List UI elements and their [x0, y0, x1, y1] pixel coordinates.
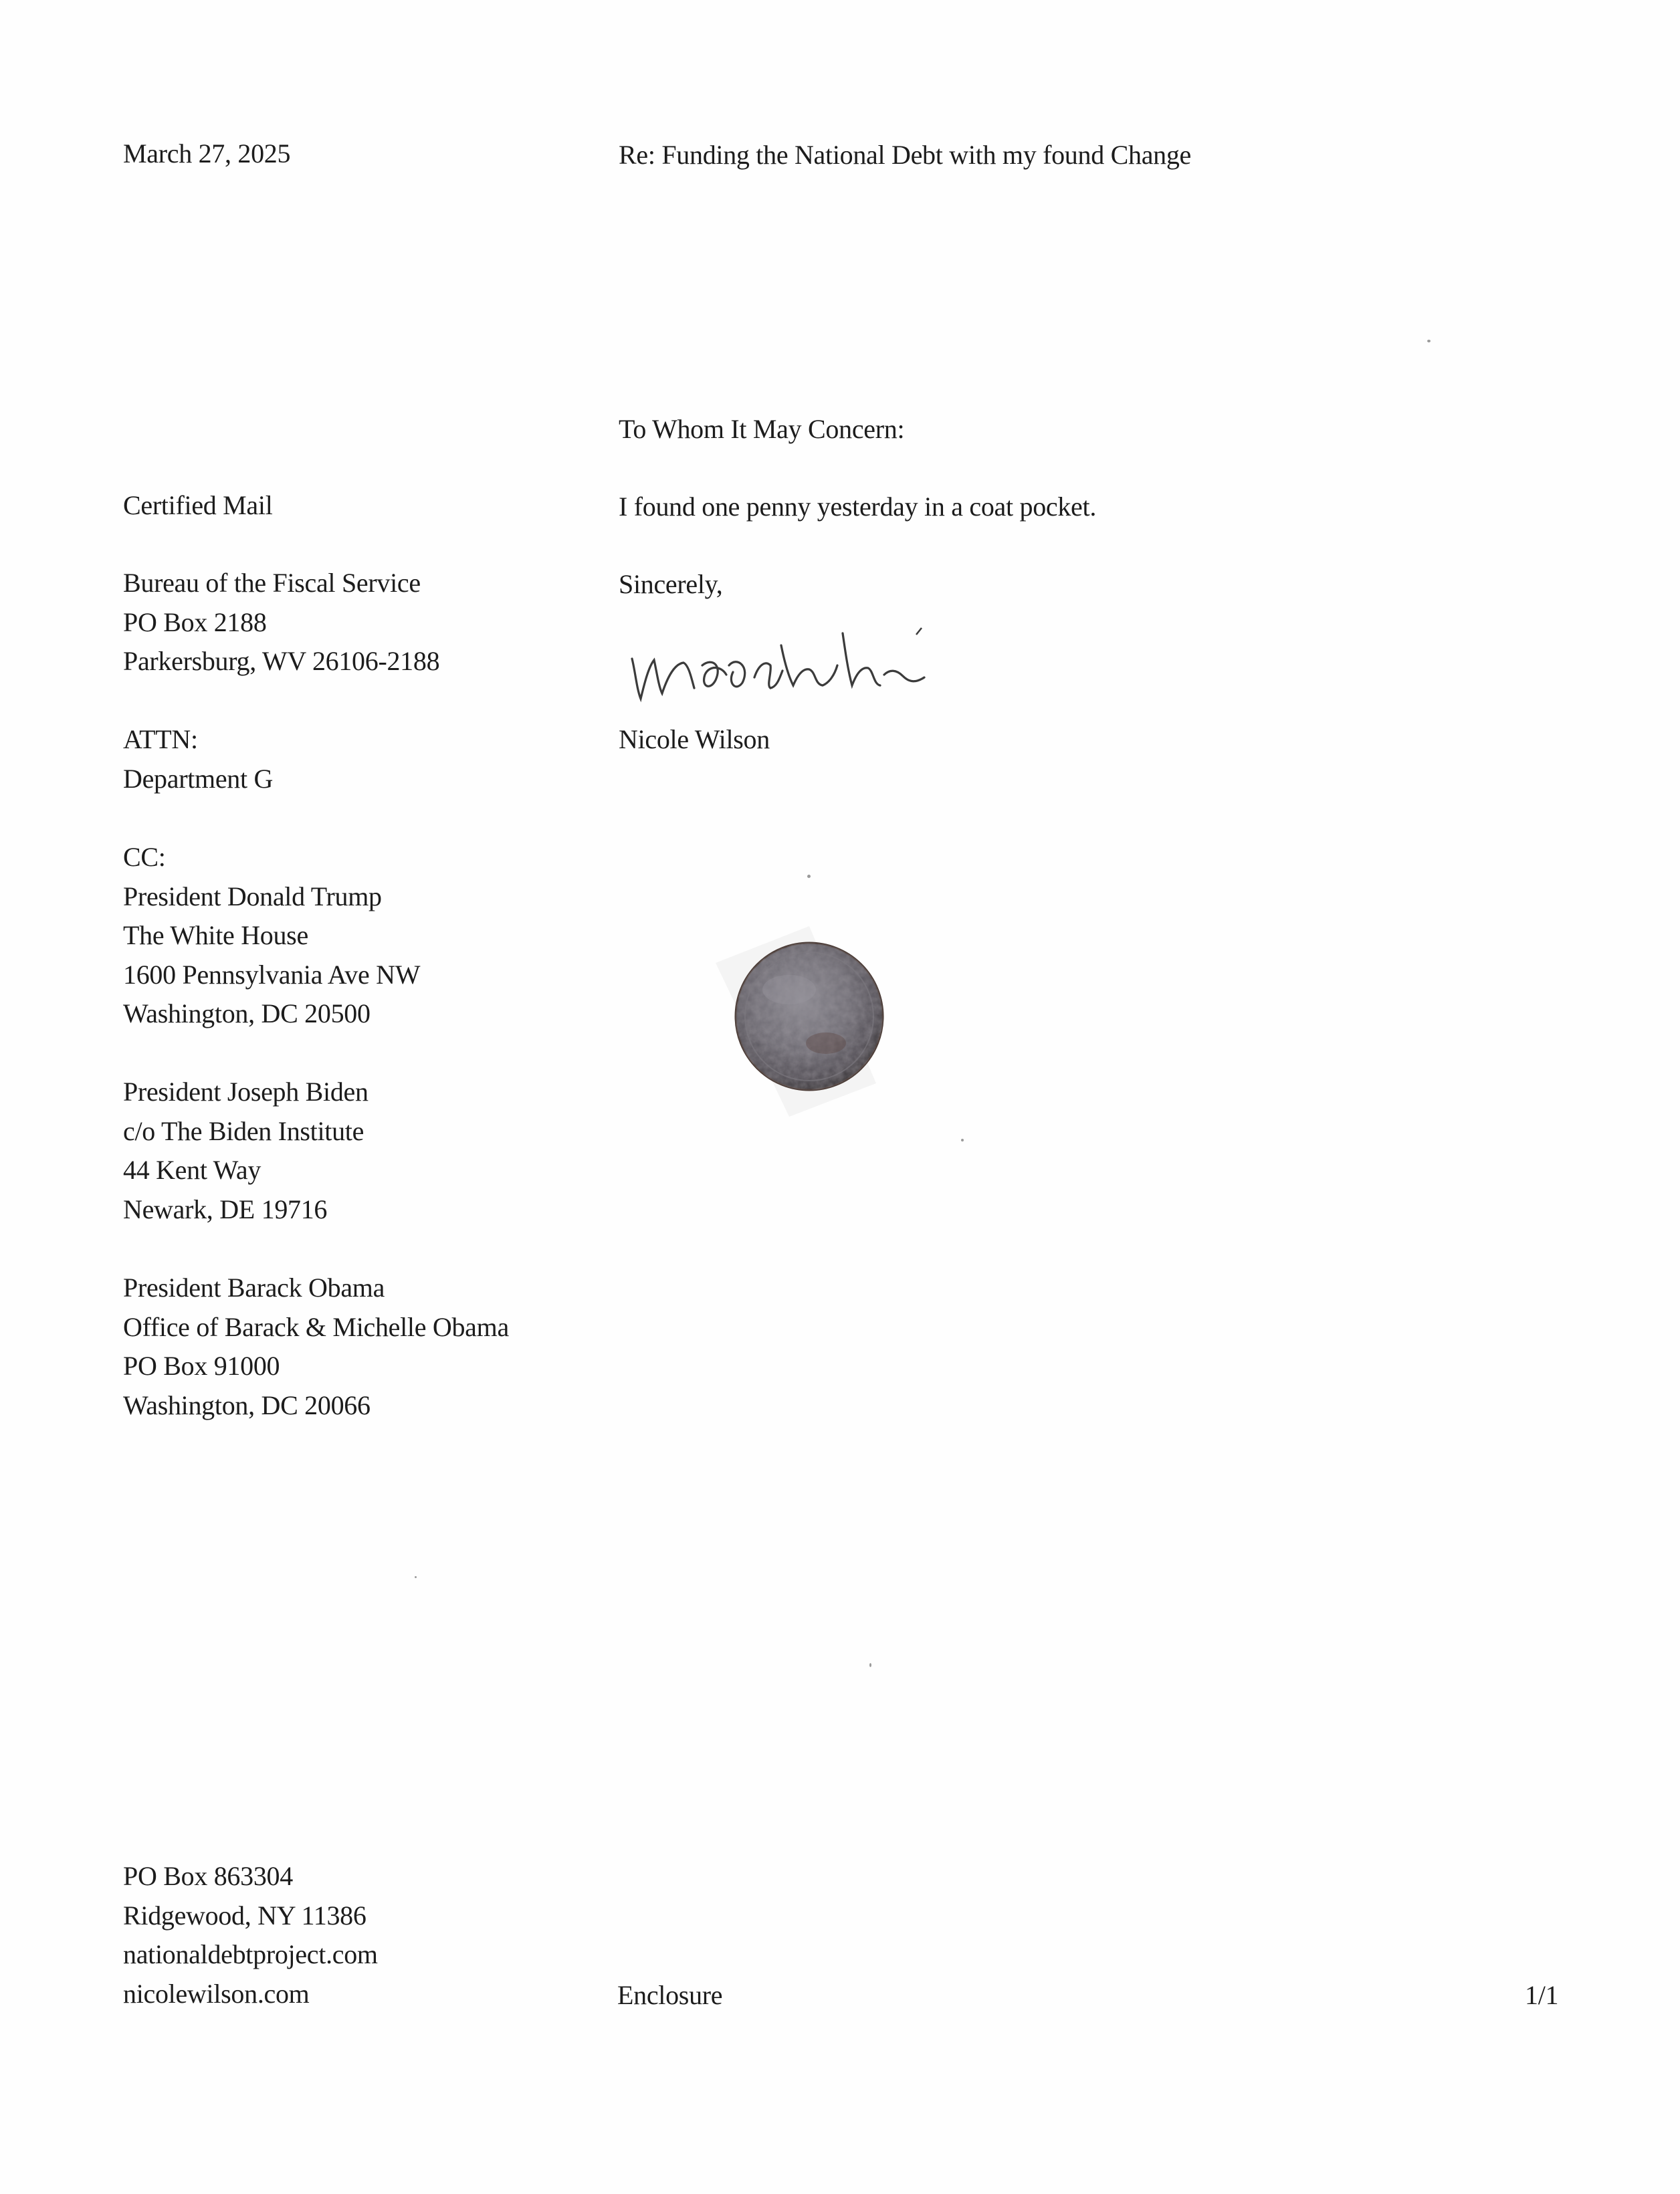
mailing-method: Certified Mail	[123, 490, 273, 520]
scan-speck	[807, 875, 811, 878]
cc-label: CC:	[123, 842, 166, 872]
cc-line: President Barack Obama	[123, 1273, 385, 1303]
cc-block-2	[123, 1073, 369, 1229]
cc-block-1	[123, 838, 420, 1034]
enclosure-label: Enclosure	[617, 1980, 723, 2010]
address-line: Bureau of the Fiscal Service	[123, 568, 421, 598]
scan-speck	[961, 1139, 964, 1141]
attention-block	[123, 720, 273, 798]
cc-line: 44 Kent Way	[123, 1155, 261, 1185]
footer-line: PO Box 863304	[123, 1861, 293, 1891]
signer-name: Nicole Wilson	[619, 724, 770, 754]
address-line: Parkersburg, WV 26106-2188	[123, 646, 440, 676]
cc-line: President Donald Trump	[123, 881, 382, 911]
cc-line: Newark, DE 19716	[123, 1194, 328, 1224]
penny-coin-image	[709, 916, 910, 1117]
cc-line: 1600 Pennsylvania Ave NW	[123, 959, 421, 990]
cc-line: PO Box 91000	[123, 1351, 280, 1381]
footer-line: nicolewilson.com	[123, 1978, 310, 2009]
handwritten-signature	[622, 619, 943, 712]
attn-label: ATTN:	[123, 724, 198, 754]
cc-line: Washington, DC 20066	[123, 1390, 371, 1420]
recipient-address	[123, 564, 439, 681]
cc-line: The White House	[123, 920, 308, 950]
scan-speck	[415, 1576, 417, 1578]
letter-body: I found one penny yesterday in a coat pocket.	[619, 491, 1097, 522]
letter-subject: Re: Funding the National Debt with my found Change	[619, 140, 1191, 170]
footer-line: nationaldebtproject.com	[123, 1939, 378, 1969]
cc-line: Office of Barack & Michelle Obama	[123, 1311, 509, 1342]
scan-speck	[869, 1663, 871, 1667]
salutation: To Whom It May Concern:	[619, 414, 905, 444]
attn-department: Department G	[123, 763, 274, 794]
letter-date: March 27, 2025	[123, 138, 291, 169]
scan-speck	[1427, 340, 1431, 342]
footer-address	[123, 1857, 378, 2013]
cc-block-3	[123, 1269, 509, 1425]
address-line: PO Box 2188	[123, 607, 267, 637]
cc-line: Washington, DC 20500	[123, 998, 371, 1028]
cc-line: c/o The Biden Institute	[123, 1115, 364, 1146]
cc-line: President Joseph Biden	[123, 1077, 369, 1107]
page-number: 1/1	[1525, 1980, 1559, 2010]
closing: Sincerely,	[619, 569, 723, 599]
footer-line: Ridgewood, NY 11386	[123, 1900, 366, 1931]
